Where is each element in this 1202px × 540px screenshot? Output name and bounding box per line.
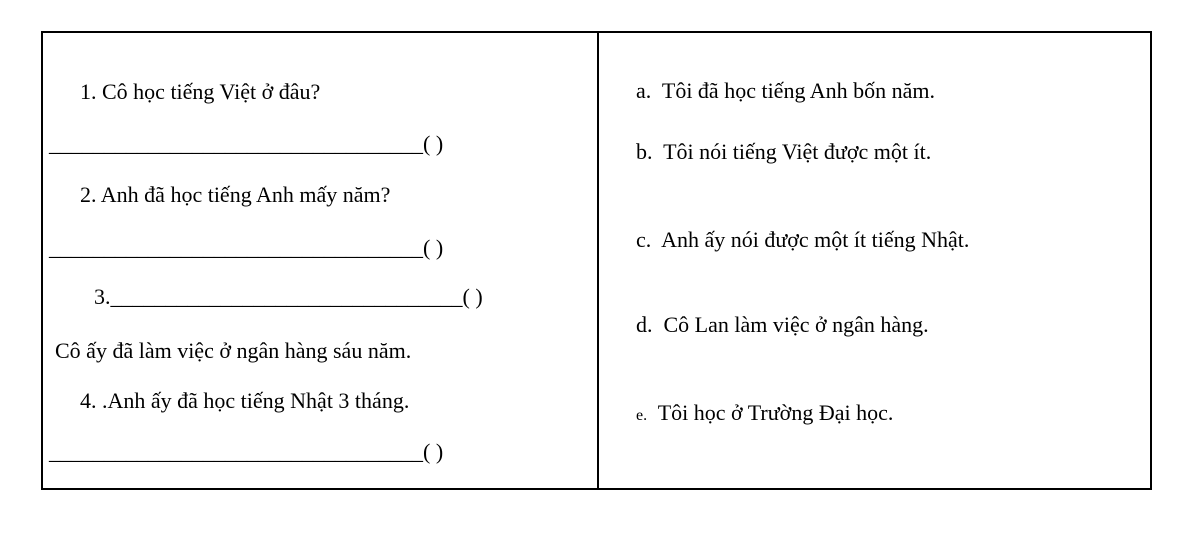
- option-text: Anh ấy nói được một ít tiếng Nhật.: [661, 227, 970, 252]
- option-e: [636, 400, 893, 429]
- option-c: [636, 227, 969, 253]
- option-text: Tôi học ở Trường Đại học.: [657, 400, 894, 425]
- question-3-blank: 3.________________________________( ): [94, 284, 483, 309]
- question-1: 1. Cô học tiếng Việt ở đâu?: [80, 79, 321, 104]
- column-divider: [597, 33, 599, 488]
- option-text: Cô Lan làm việc ở ngân hàng.: [663, 312, 929, 337]
- answer-3: Cô ấy đã làm việc ở ngân hàng sáu năm.: [55, 338, 412, 363]
- option-d: [636, 312, 929, 338]
- question-4-statement: 4. .Anh ấy đã học tiếng Nhật 3 tháng.: [80, 388, 410, 413]
- answer-blank-1: __________________________________( ): [49, 131, 444, 156]
- option-a: [636, 78, 935, 104]
- option-letter: b.: [636, 139, 653, 164]
- option-letter: e.: [636, 407, 648, 424]
- option-letter: d.: [636, 312, 653, 337]
- answer-blank-2: __________________________________( ): [49, 235, 444, 260]
- question-2: 2. Anh đã học tiếng Anh mấy năm?: [80, 182, 391, 207]
- answer-blank-4: __________________________________( ): [49, 439, 444, 464]
- option-b: [636, 139, 931, 165]
- option-text: Tôi đã học tiếng Anh bốn năm.: [661, 78, 935, 103]
- option-letter: a.: [636, 78, 652, 103]
- option-letter: c.: [636, 227, 652, 252]
- option-text: Tôi nói tiếng Việt được một ít.: [663, 139, 932, 164]
